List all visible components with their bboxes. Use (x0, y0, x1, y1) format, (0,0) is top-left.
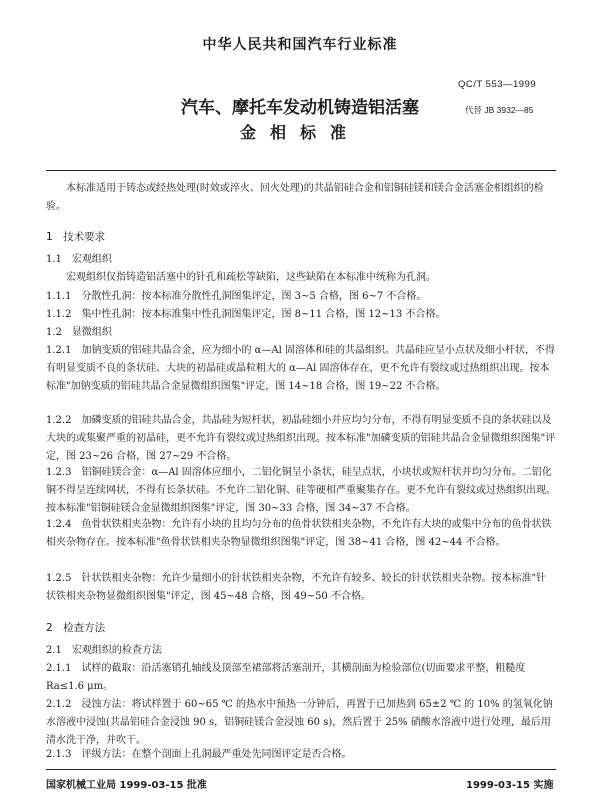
footer-divider (46, 769, 556, 770)
section-1-heading: 1 技术要求 (46, 231, 106, 243)
section-1-2-5: 1.2.5 针状铁相夹杂物：允许少量细小的针状铁相夹杂物，不允许有较多、较长的针状铁相夹杂物。按本标准"针状铁相夹杂物显微组织图集"评定，图 45~48 合格，图 49~50 不合格。 (46, 573, 547, 602)
section-1-2-4: 1.2.4 鱼骨状铁相夹杂物：允许有小块的且均匀分布的鱼骨状铁相夹杂物，不允许有大块的或集中分布的鱼骨状铁相夹杂物存在。按本标准"鱼骨状铁相夹杂物显微组织图集"评定，图 38~41 合格，图 42~44 不合格。 (46, 519, 552, 548)
effective-date: 1999-03-15 实施 (466, 780, 554, 791)
section-2-1-1: 2.1.1 试样的截取：沿活塞销孔轴线及顶部至裙部将活塞剖开，其横剖面为检验部位(切面要求平整，粗糙度 Ra≤1.6 μm。 (46, 663, 526, 692)
section-2-heading: 2 检查方法 (46, 622, 106, 634)
replaces-standard: 代替 JB 3932—85 (465, 105, 534, 115)
section-1-2-2: 1.2.2 加磷变质的铝硅共晶合金，共晶硅为短杆状，初晶硅细小并应均匀分布，不得有明显变质不良的条状硅以及大块的或集聚严重的初晶硅，更不允许有裂纹或过热组织出现。按本标准"加磷变质的铝硅共晶合金显微组织图集"评定，图 23~26 合格，图 27~29 不合格。 (46, 415, 556, 462)
header-divider (46, 170, 556, 171)
section-1-1-1: 1.1.1 分散性孔洞：按本标准分散性孔洞图集评定，图 3~5 合格，图 6~7 不合格。 (46, 291, 427, 302)
document-title: 汽车、摩托车发动机铸造铝活塞 (181, 98, 419, 118)
standard-category-title: 中华人民共和国汽车行业标准 (202, 37, 398, 53)
section-1-2-3: 1.2.3 铝铜硅镁合金：α—Al 固溶体应细小，二铝化铜呈小条状，硅呈点状，小块状或短杆状并均匀分布。二铝化铜不得呈连续网状，不得有长条状硅。不允许二铝化铜、硅等硬相严重聚集存在。更不允许有裂纹或过热组织出现。按本标准"铝铜硅镁合金显微组织图集"评定，图 30~33 合格，图 34~37 不合格。 (46, 467, 556, 514)
standard-number: QC/T 553—1999 (458, 79, 537, 90)
approval-line: 国家机械工业局 1999-03-15 批准 (46, 780, 207, 791)
section-1-1-2: 1.1.2 集中性孔洞：按本标准集中性孔洞图集评定，图 8~11 合格，图 12~13 不合格。 (46, 309, 446, 320)
document-subtitle: 金相标准 (239, 123, 360, 142)
section-2-1-heading: 2.1 宏观组织的检查方法 (46, 645, 162, 656)
section-2-1-2: 2.1.2 浸蚀方法：将试样置于 60~65 ℃ 的热水中预热一分钟后，再置于已加热到 65±2 ℃ 的 10% 的氢氧化钠水溶液中浸蚀(共晶铝硅合金浸蚀 90 s，铝铜硅镁合金浸蚀 60 s)，然后置于 25% 硝酸水溶液中进行处理，最后用清水洗干净，并吹干。 (46, 699, 553, 746)
section-2-1-3: 2.1.3 评级方法：在整个剖面上孔洞最严重处先同图评定是否合格。 (46, 749, 352, 760)
section-1-2-heading: 1.2 显微组织 (46, 327, 112, 338)
section-1-2-1: 1.2.1 加钠变质的铝硅共晶合金，应为细小的 α—Al 固溶体和硅的共晶组织。共晶硅应呈小点状及细小杆状，不得有明显变质不良的条状硅、大块的初晶硅或晶粒粗大的 α—Al 固溶体存在，更不允许有裂纹或过热组织出现。按本标准"加钠变质的铝硅共晶合金显微组织图集"评定，图 14~18 合格，图 19~22 不合格。 (46, 345, 555, 392)
section-1-1-text: 宏观组织仅指铸造铝活塞中的针孔和疏松等缺陷，这些缺陷在本标准中统称为孔洞。 (66, 272, 436, 283)
section-1-1-heading: 1.1 宏观组织 (46, 254, 112, 265)
intro-paragraph: 本标准适用于铸态或经热处理(时效或淬火、回火处理)的共晶铝硅合金和铝铜硅镁和镁合金活塞金相组织的检验。 (46, 183, 544, 212)
